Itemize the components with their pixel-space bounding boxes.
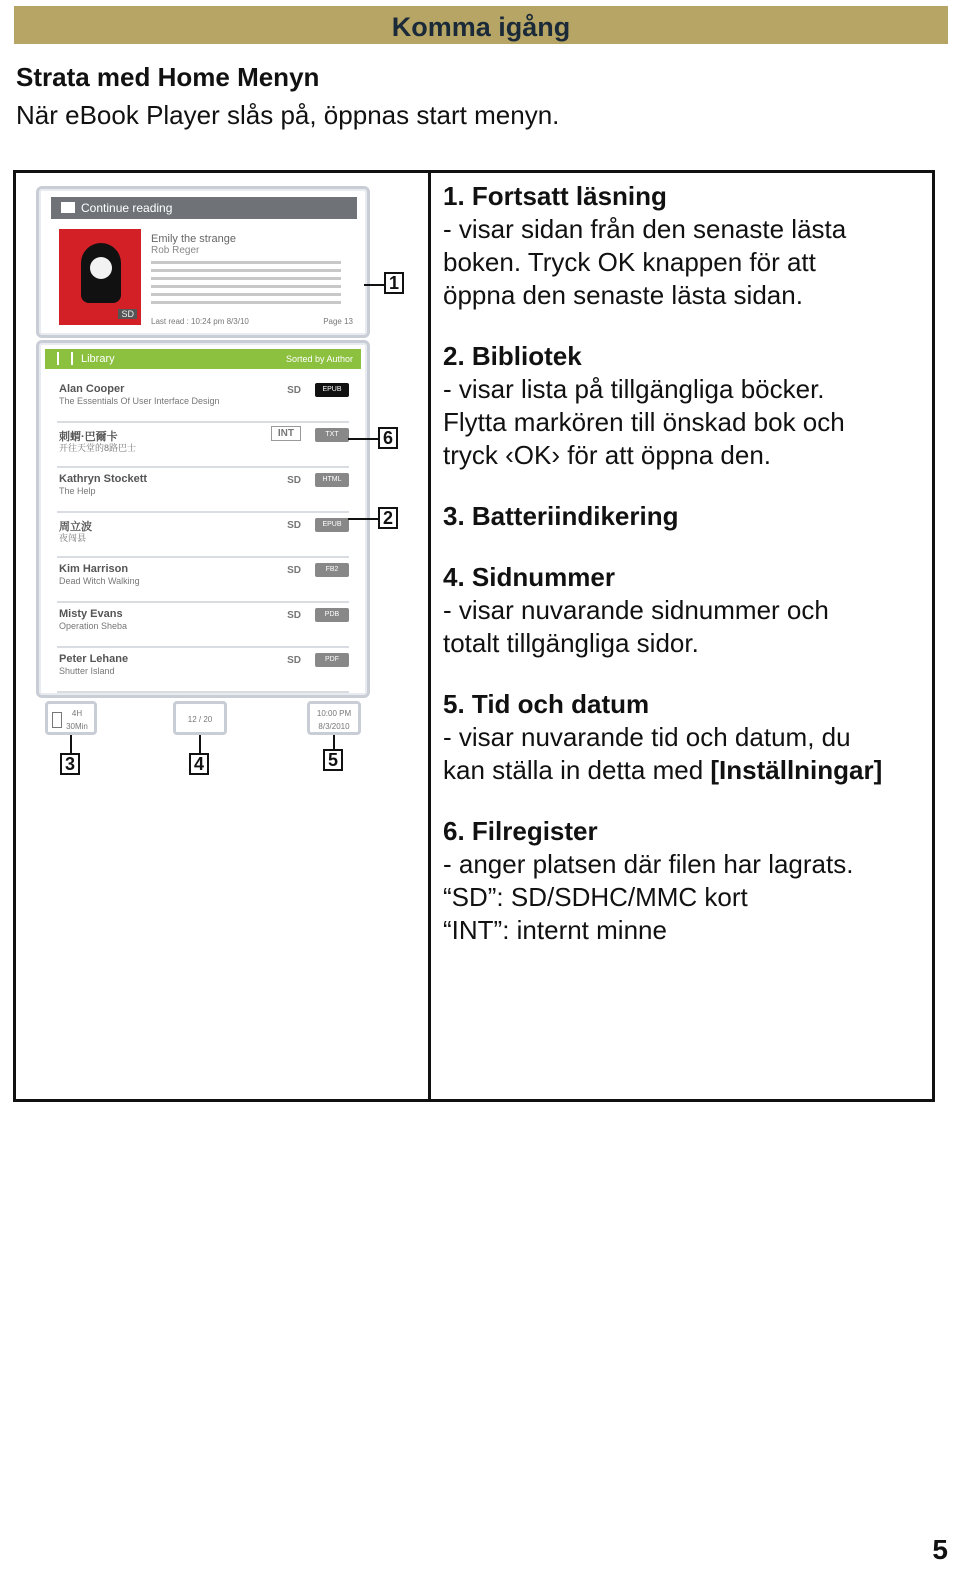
library-row-subtitle: Operation Sheba <box>59 621 128 631</box>
library-row[interactable] <box>57 377 349 423</box>
header-bar <box>14 6 948 44</box>
last-read: Last read : 10:24 pm 8/3/10 <box>151 317 249 326</box>
callout-2: 2 <box>378 507 398 529</box>
format-badge: HTML <box>315 473 349 487</box>
leader-line <box>333 735 335 749</box>
feature-title: 5. Tid och datum <box>443 689 650 719</box>
callout-4: 4 <box>189 753 209 775</box>
text-line <box>151 261 341 264</box>
feature-text: - anger platsen där filen har lagrats. “SD”: SD/SDHC/MMC kort “INT”: internt minne <box>443 849 854 945</box>
cover-sd-badge: SD <box>118 309 137 319</box>
feature-item <box>443 688 933 787</box>
continue-reading-bar <box>51 197 357 219</box>
feature-item <box>443 500 933 533</box>
callout-5: 5 <box>323 749 343 771</box>
library-row-subtitle: 开往天堂的8路巴士 <box>59 443 137 453</box>
feature-item <box>443 180 933 312</box>
feature-item <box>443 815 933 947</box>
storage-location: SD <box>287 610 301 621</box>
library-row[interactable] <box>57 647 349 693</box>
feature-title: 3. Batteriindikering <box>443 501 679 531</box>
callout-3: 3 <box>60 753 80 775</box>
feature-text: - visar lista på tillgängliga böcker. Flytta markören till önskad bok och tryck ‹OK› för att öppna den. <box>443 374 845 470</box>
page-label: Page 13 <box>323 317 353 326</box>
library-row-title: 周立波 <box>59 521 92 533</box>
clock-time: 10:00 PM <box>316 709 352 718</box>
feature-title: 2. Bibliotek <box>443 341 582 371</box>
book-title: Emily the strange <box>151 233 236 245</box>
feature-text: - visar nuvarande sidnummer och totalt tillgängliga sidor. <box>443 595 829 658</box>
battery-status <box>45 701 97 735</box>
storage-location: INT <box>271 426 301 441</box>
section-heading: Strata med Home Menyn <box>16 62 320 92</box>
library-row-subtitle: 夜闯县 <box>59 533 87 543</box>
text-line <box>151 301 341 304</box>
leader-line <box>199 735 201 753</box>
frame-divider <box>428 170 431 1102</box>
leader-line <box>70 735 72 753</box>
format-badge: TXT <box>315 428 349 442</box>
storage-location: SD <box>287 655 301 666</box>
storage-location: SD <box>287 475 301 486</box>
library-row-subtitle: The Help <box>59 486 96 496</box>
library-card <box>36 340 370 698</box>
format-badge: FB2 <box>315 563 349 577</box>
clock-date: 8/3/2010 <box>318 722 350 731</box>
intro-text: När eBook Player slås på, öppnas start menyn. <box>16 100 560 130</box>
library-row-title: Misty Evans <box>59 608 123 620</box>
page-number: 5 <box>932 1534 948 1565</box>
library-row-title: 刺蝟·巴爾卡 <box>59 431 118 443</box>
storage-location: SD <box>287 520 301 531</box>
library-icon <box>57 352 73 365</box>
page-counter-text: 12 / 20 <box>187 715 213 724</box>
leader-line <box>348 518 378 520</box>
battery-icon <box>52 712 62 728</box>
format-badge: PDF <box>315 653 349 667</box>
continue-reading-label: Continue reading <box>81 201 173 215</box>
book-icon <box>61 202 75 213</box>
feature-title: 4. Sidnummer <box>443 562 615 592</box>
library-row-subtitle: Shutter Island <box>59 666 115 676</box>
feature-item <box>443 561 933 660</box>
library-bar <box>45 349 361 369</box>
callout-6: 6 <box>378 427 398 449</box>
library-row-subtitle: Dead Witch Walking <box>59 576 140 586</box>
storage-location: SD <box>287 565 301 576</box>
text-line <box>151 285 341 288</box>
feature-text-body: - visar nuvarande tid och datum, du kan ställa in detta med <box>443 722 851 785</box>
feature-title: 1. Fortsatt läsning <box>443 181 667 211</box>
format-badge: EPUB <box>315 518 349 532</box>
page-counter <box>173 701 227 735</box>
callout-1: 1 <box>384 272 404 294</box>
sort-label: Sorted by Author <box>285 354 353 364</box>
feature-title: 6. Filregister <box>443 816 598 846</box>
leader-line <box>364 284 384 286</box>
feature-text <box>443 721 933 787</box>
library-row-subtitle: The Essentials Of User Interface Design <box>59 396 220 406</box>
storage-location: SD <box>287 385 301 396</box>
format-badge: PDB <box>315 608 349 622</box>
library-row-title: Peter Lehane <box>59 653 129 665</box>
text-line <box>151 293 341 296</box>
library-row-title: Alan Cooper <box>59 383 125 395</box>
library-label: Library <box>81 353 115 365</box>
battery-text: 4H 30Min <box>66 709 88 731</box>
settings-reference: [Inställningar] <box>710 755 883 785</box>
text-line <box>151 277 341 280</box>
library-row[interactable] <box>57 422 349 468</box>
header-title: Komma igång <box>391 12 571 42</box>
feature-item <box>443 340 933 472</box>
cover-face <box>90 257 112 279</box>
book-author: Rob Reger <box>151 245 200 256</box>
library-row[interactable] <box>57 602 349 648</box>
clock-status <box>307 701 361 735</box>
feature-list <box>443 180 933 975</box>
text-line <box>151 269 341 272</box>
library-row[interactable] <box>57 467 349 513</box>
feature-text: - visar sidan från den senaste lästa boken. Tryck OK knappen för att öppna den senaste lästa sidan. <box>443 214 847 310</box>
library-row[interactable] <box>57 557 349 603</box>
format-badge: EPUB <box>315 383 349 397</box>
leader-line <box>348 438 378 440</box>
library-row[interactable] <box>57 512 349 558</box>
library-row-title: Kathryn Stockett <box>59 473 148 485</box>
continue-reading-card <box>36 186 370 338</box>
book-cover <box>59 229 141 325</box>
library-row-title: Kim Harrison <box>59 563 129 575</box>
